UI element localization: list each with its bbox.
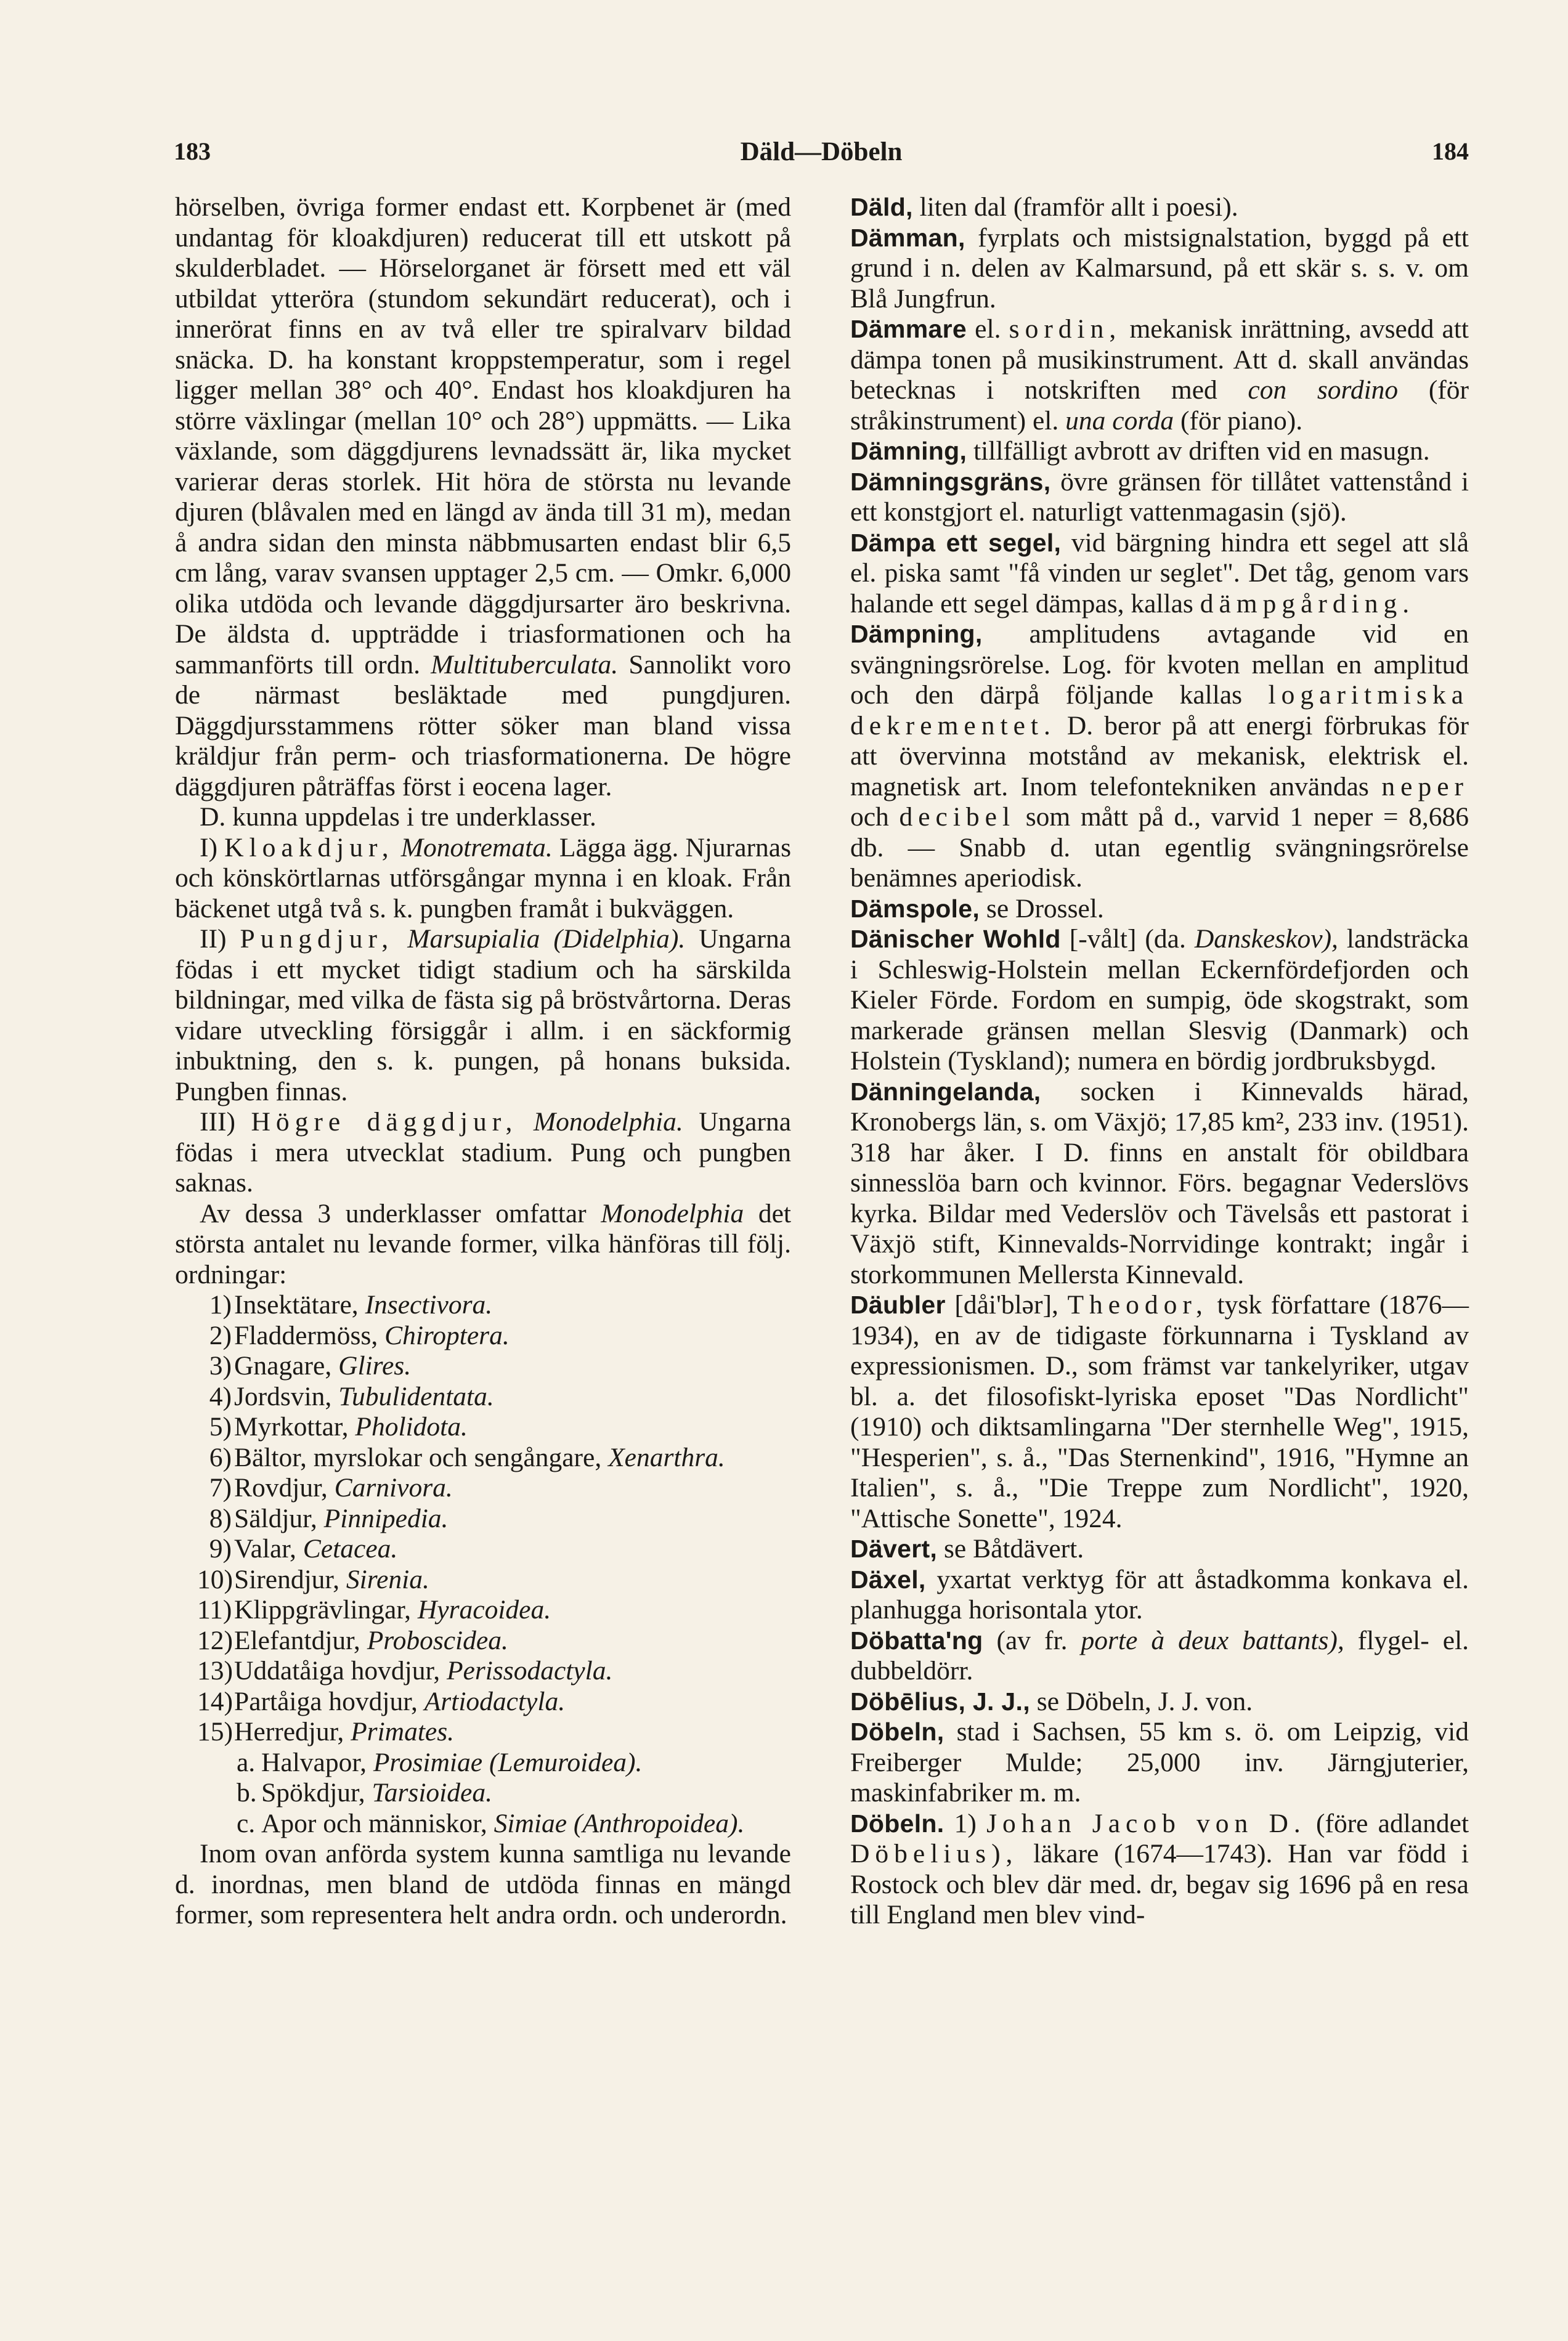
headword: Däxel, [850,1565,926,1594]
list-item [175,1473,791,1504]
suborders-list [175,1748,791,1840]
item-number: 8) [209,1503,232,1533]
entry-dald: Däld, liten dal (framför allt i poesi). [850,192,1238,222]
page-number-right: 184 [1432,137,1469,165]
item-number: 6) [209,1442,232,1472]
entry-damningsgrans: Dämningsgräns, övre gränsen för tillåtet vattenstånd i ett konstgjort el. naturligt vattenmagasin (sjö). [850,466,1469,527]
latin-name: Xenarthra. [608,1442,725,1472]
latin-name: Artiodactyla. [424,1686,566,1716]
list-item [175,1748,791,1779]
headword: Döbeln, [850,1718,944,1746]
entry-dobeln-person: Döbeln. 1) Johan Jacob von D. (före adlandet Döbelius), läkare (1674—1743). Han var född i Rostock och blev där med. dr, begav sig 1696 på en resa till England men blev vind- [850,1808,1469,1929]
swedish-name: Valar, [234,1534,296,1564]
list-item [175,1412,791,1443]
headword: Dänningelanda, [850,1077,1041,1106]
headword: Dämman, [850,223,965,252]
latin-name: Tarsioidea. [372,1778,492,1807]
latin-name: Prosimiae (Lemuroidea). [373,1747,643,1777]
latin-name: Carnivora. [334,1473,453,1503]
headword: Dämspole, [850,894,980,923]
list-item [175,1595,791,1626]
entry-daubler: Däubler [dåi'blər], Theodor, tysk författare (1876—1934), en av de tidigaste förkunnarna i Tyskland av expressionismen. D., som främst var tankelyriker, utgav bl. a. det filosofiskt-lyriska eposet "Das Nordlicht" (1910) och diktsamlingarna "Der sternhelle Weg", 1915, "Hesperien", s. å., "Das Sternenkind", 1916, "Hymne an Italien", s. å., "Die Treppe zum Nordlicht", 1920, "Attische Sonette", 1924. [850,1290,1469,1533]
item-number: 14) [197,1686,233,1716]
headword: Däubler [850,1291,946,1319]
item-number: 3) [209,1351,232,1381]
item-number: 7) [209,1473,232,1503]
entry-dobattang: Döbatta'ng (av fr. porte à deux battants), flygel- el. dubbeldörr. [850,1625,1469,1686]
subclass-marsupialia: II) Pungdjur, Marsupialia (Didelphia). Ungarna födas i ett mycket tidigt stadium och ha särskilda bildningar, med vilka de fästa sig på bröstvårtorna. Deras vidare utveckling försiggår i allm. i en säckformig inbuktning, den s. k. pungen, på honans buksida. Pungben finnas. [175,924,792,1106]
entry-daxel: Däxel, yxartat verktyg för att åstadkomma konkava el. planhugga horisontala ytor. [850,1564,1469,1625]
headword: Dämpa ett segel, [850,528,1062,557]
latin-name: Sirenia. [346,1564,429,1594]
list-item [175,1382,791,1413]
entry-danningelanda: Dänningelanda, socken i Kinnevalds härad, Kronobergs län, s. om Växjö; 17,85 km², 233 inv. (1951). 318 har åker. I D. finns en anstalt för obildbara sinnesslöa barn och kvinnor. Förs. begagnar Vederslövs kyrka. Bildar med Vederslöv och Tävelsås ett pastorat i Växjö stift, Kinnevalds-Norrvidinge kontrakt; ingår i storkommunen Mellersta Kinnevald. [850,1076,1469,1289]
entry-dampning: Dämpning, amplitudens avtagande vid en svängningsrörelse. Log. för kvoten mellan en amplitud och den därpå följande kallas logaritmiska dekrementet. D. beror på att energi förbrukas för att övervinna motstånd av mekanisk, elektrisk el. magnetisk art. Inom telefontekniken användas neper och decibel som mått på d., varvid 1 neper = 8,686 db. — Snabb d. utan egentlig svängningsrörelse benämnes aperiodisk. [850,619,1469,893]
item-number: b. [237,1778,257,1807]
swedish-name: Sirendjur, [234,1564,340,1594]
item-number: 11) [197,1595,232,1625]
item-number: 15) [197,1717,233,1747]
latin-name: Simiae (Anthropoidea). [494,1808,745,1838]
item-number: 2) [209,1320,232,1350]
list-item [175,1809,791,1840]
headword: Dämningsgräns, [850,467,1051,496]
swedish-name: Halvapor, [261,1747,367,1777]
latin-name: Perissodactyla. [446,1656,613,1686]
latin-name: Chiroptera. [384,1320,510,1350]
item-number: 12) [197,1625,233,1655]
headword: Dänischer Wohld [850,925,1061,953]
list-item [175,1321,791,1352]
latin-name: Glires. [338,1351,412,1381]
swedish-name: Apor och människor, [261,1808,487,1838]
swedish-name: Bältor, myrslokar och sengångare, [234,1442,602,1472]
entry-damman: Dämman, fyrplats och mistsignalstation, byggd på ett grund i n. delen av Kalmarsund, på ett skär s. s. v. om Blå Jungfrun. [850,222,1469,314]
headword: Döbeln. [850,1809,944,1838]
list-item [175,1443,791,1474]
item-number: a. [237,1747,256,1777]
list-item [175,1534,791,1565]
swedish-name: Rovdjur, [234,1473,328,1503]
headword: Dämmare [850,315,967,343]
headword: Döbēlius, J. J., [850,1687,1030,1716]
list-item [175,1290,791,1321]
swedish-name: Elefantdjur, [234,1625,360,1655]
swedish-name: Gnagare, [234,1351,332,1381]
entry-damspole: Dämspole, se Drossel. [850,893,1104,923]
entry-damning: Dämning, tillfälligt avbrott av driften vid en masugn. [850,436,1430,466]
swedish-name: Insektätare, [234,1290,359,1320]
paragraph: hörselben, övriga former endast ett. Korpbenet är (med undantag för kloakdjuren) reducerat till ett utskott på skulderbladet. — Hörselorganet är försett med ett väl utbildat ytteröra (stundom sekundärt reducerat), och i innerörat finns en av två eller tre spiralvarv bildad snäcka. D. ha konstant kroppstemperatur, som i regel ligger mellan 38° och 40°. Endast hos kloakdjuren ha större växlingar (mellan 10° och 28°) uppmätts. — Lika växlande, som däggdjurens levnadssätt är, lika mycket varierar deras storlek. Hit höra de största nu levande djuren (blåvalen med en längd av ända till 31 m), medan å andra sidan den minsta näbbmusarten endast blir 6,5 cm lång, varav svansen upptager 2,5 cm. — Omkr. 6,000 olika utdöda och levande däggdjursarter äro beskrivna. De äldsta d. uppträdde i triasformationen och ha sammanförts till ordn. Multituberculata. Sannolikt voro de närmast besläktade med pungdjuren. Däggdjursstammens rötter söker man bland vissa kräldjur från perm- och triasformationerna. De högre däggdjuren påträffas först i eocena lager. [175,192,791,801]
swedish-name: Jordsvin, [234,1381,332,1411]
headword: Däld, [850,193,913,221]
swedish-name: Partåiga hovdjur, [234,1686,418,1716]
latin-name: Hyracoidea. [417,1595,551,1625]
running-header [174,137,1469,174]
entry-danischer-wohld: Dänischer Wohld [-vålt] (da. Danskeskov), landsträcka i Schleswig-Holstein mellan Eckernfördefjorden och Kieler Förde. Fordom en sumpig, öde skogstrakt, som markerade gränsen mellan Slesvig (Danmark) och Holstein (Tyskland); numera en bördig jordbruksbygd. [850,924,1469,1076]
right-column [850,192,1469,1931]
page-number-left: 183 [174,137,211,165]
swedish-name: Uddatåiga hovdjur, [234,1656,441,1686]
entry-dampa-ett-segel: Dämpa ett segel, vid bärgning hindra ett segel att slå el. piska samt "få vinden ur seglet". Det tåg, genom vars halande ett segel dämpas, kallas dämpgårding. [850,527,1469,619]
subclass-monotremata: I) Kloakdjur, Monotremata. Lägga ägg. Njurarnas och könskörtlarnas utförsgångar mynna i en kloak. Från bäckenet utgå två s. k. pungben framåt i bukväggen. [175,832,792,923]
list-item [175,1626,791,1657]
item-number: 10) [197,1564,233,1594]
list-item [175,1656,791,1687]
latin-name: Tubulidentata. [338,1381,494,1411]
entry-dobeln-city: Döbeln, stad i Sachsen, 55 km s. ö. om Leipzig, vid Freiberger Mulde; 25,000 inv. Järngjuterier, maskinfabriker m. m. [850,1717,1469,1807]
headword: Dävert, [850,1535,938,1563]
swedish-name: Spökdjur, [261,1778,365,1807]
swedish-name: Herredjur, [234,1717,344,1747]
running-title: Däld—Döbeln [740,137,903,166]
list-item [175,1504,791,1535]
latin-name: Proboscidea. [367,1625,508,1655]
headword: Döbatta'ng [850,1626,983,1655]
latin-name: Pholidota. [355,1412,468,1442]
swedish-name: Klippgrävlingar, [234,1595,411,1625]
paragraph: Inom ovan anförda system kunna samtliga nu levande d. inordnas, men bland de utdöda finnas en mängd former, som representera helt andra ordn. och underordn. [175,1839,791,1929]
left-column [175,192,791,1931]
item-number: 4) [209,1381,232,1411]
paragraph: Av dessa 3 underklasser omfattar Monodelphia det största antalet nu levande former, vilka hänföras till följ. ordningar: [175,1198,792,1289]
entry-davert: Dävert, se Båtdävert. [850,1534,1084,1564]
latin-name: Insectivora. [365,1290,493,1320]
list-item [175,1778,791,1809]
paragraph: D. kunna uppdelas i tre underklasser. [200,802,596,832]
item-number: 1) [209,1290,232,1320]
headword: Dämning, [850,437,967,465]
latin-name: Pinnipedia. [323,1503,449,1533]
list-item [175,1687,791,1718]
swedish-name: Fladdermöss, [234,1320,378,1350]
item-number: 13) [197,1656,233,1686]
swedish-name: Myrkottar, [234,1412,349,1442]
headword: Dämpning, [850,620,983,648]
entry-dobelius: Döbēlius, J. J., se Döbeln, J. J. von. [850,1686,1253,1716]
item-number: 9) [209,1534,232,1564]
item-number: 5) [209,1412,232,1442]
subclass-monodelphia: III) Högre däggdjur, Monodelphia. Ungarna födas i mera utvecklat stadium. Pung och pungben saknas. [175,1107,792,1198]
item-number: c. [237,1808,256,1838]
list-item [175,1565,791,1596]
orders-list [175,1290,791,1748]
latin-name: Cetacea. [303,1534,398,1564]
swedish-name: Säldjur, [234,1503,317,1533]
list-item [175,1351,791,1382]
latin-name: Primates. [351,1717,455,1747]
entry-dammare: Dämmare el. sordin, mekanisk inrättning, avsedd att dämpa tonen på musikinstrument. Att d. skall användas betecknas i notskriften med con sordino (för stråkinstrument) el. una corda (för piano). [850,314,1469,436]
list-item [175,1717,791,1748]
